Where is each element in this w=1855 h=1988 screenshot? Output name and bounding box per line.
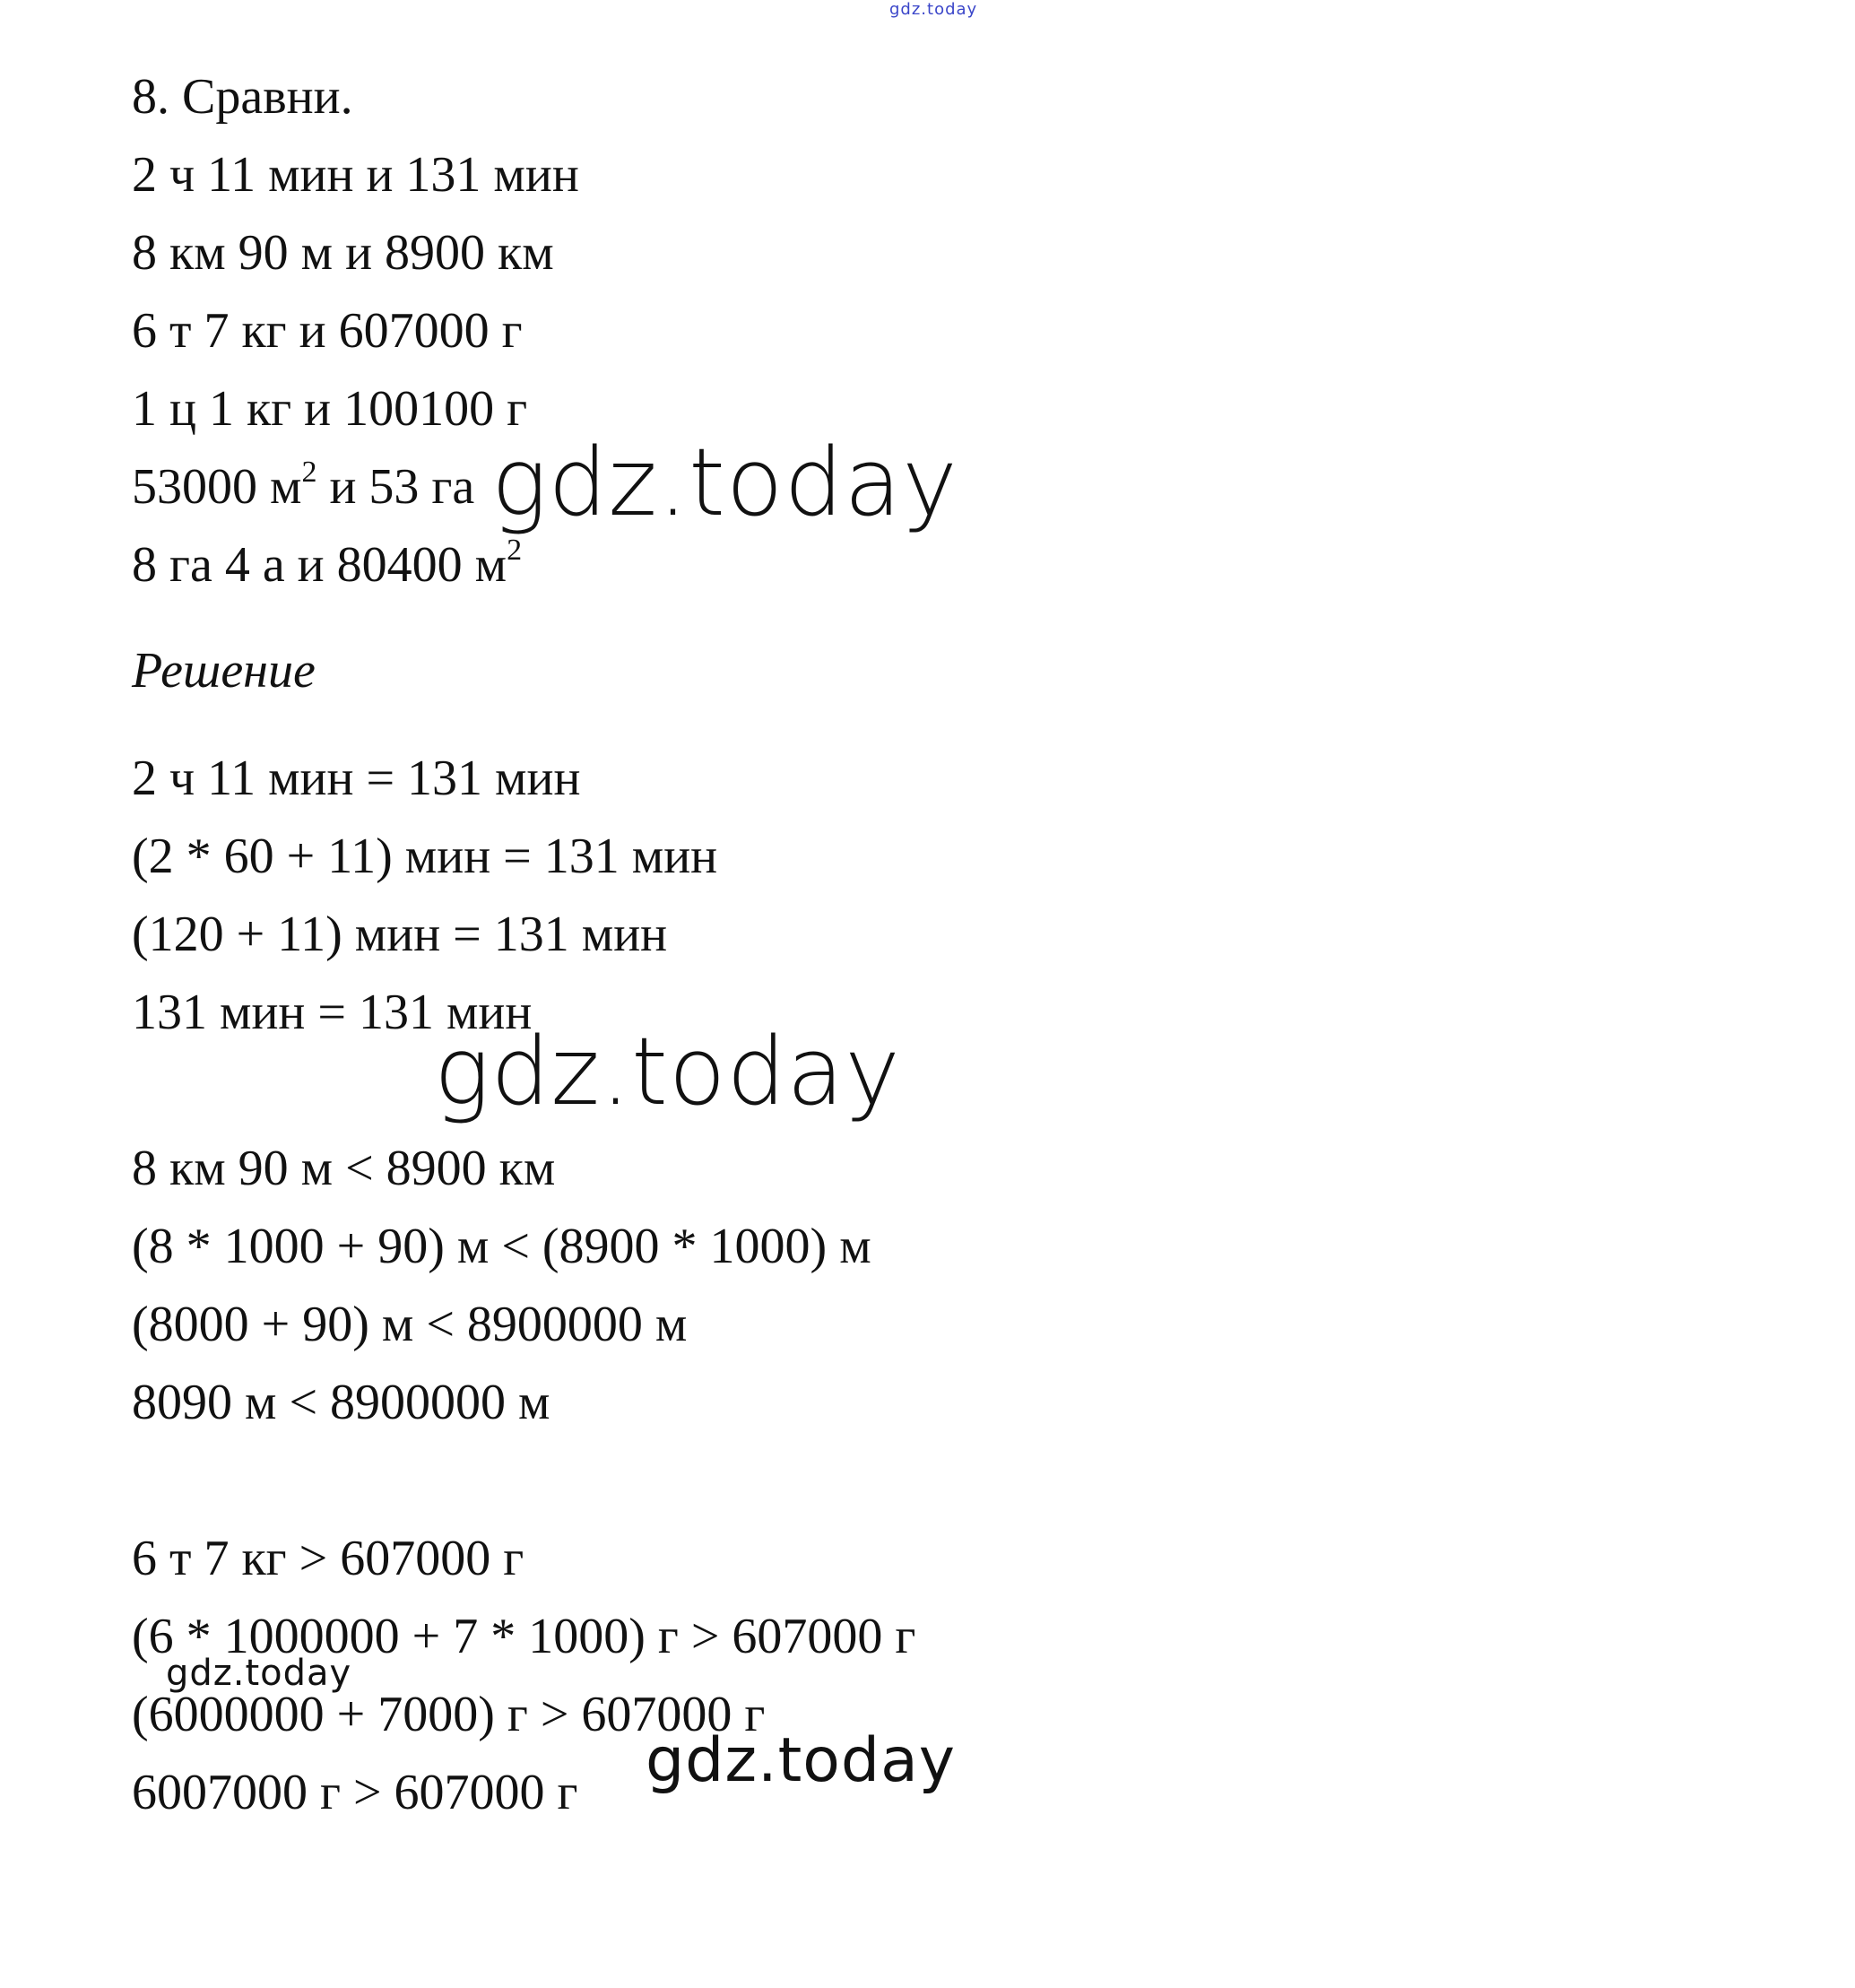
task-item-text: 8 га 4 а и 80400 м xyxy=(132,537,507,593)
task-title: 8. Сравни. xyxy=(132,69,353,125)
task-item: 2 ч 11 мин и 131 мин xyxy=(132,147,579,203)
task-item xyxy=(132,534,523,593)
solution-line: 8090 м < 8900000 м xyxy=(132,1375,550,1430)
solution-line: 2 ч 11 мин = 131 мин xyxy=(132,751,581,806)
watermark: gdz.today xyxy=(646,1725,956,1796)
watermark: gdz.today xyxy=(491,428,958,537)
solution-line: (8 * 1000 + 90) м < (8900 * 1000) м xyxy=(132,1219,871,1274)
task-item-text: и 53 га xyxy=(316,459,475,515)
watermark: gdz.today xyxy=(166,1653,352,1694)
solution-line: (6 * 1000000 + 7 * 1000) г > 607000 г xyxy=(132,1609,916,1664)
watermark: gdz.today xyxy=(434,1017,901,1126)
solution-line: (2 * 60 + 11) мин = 131 мин xyxy=(132,829,718,884)
solution-line: (120 + 11) мин = 131 мин xyxy=(132,907,668,962)
solution-line: 131 мин = 131 мин xyxy=(132,985,533,1040)
task-item: 1 ц 1 кг и 100100 г xyxy=(132,381,528,437)
solution-line: (8000 + 90) м < 8900000 м xyxy=(132,1297,688,1352)
solution-line: 6007000 г > 607000 г xyxy=(132,1765,578,1820)
solution-line: (6000000 + 7000) г > 607000 г xyxy=(132,1687,766,1742)
header-watermark: gdz.today xyxy=(889,0,978,19)
solution-heading: Решение xyxy=(132,643,316,699)
solution-line: 8 км 90 м < 8900 км xyxy=(132,1141,556,1196)
solution-line: 6 т 7 кг > 607000 г xyxy=(132,1531,524,1586)
task-item xyxy=(132,456,475,515)
exponent: 2 xyxy=(507,534,523,567)
exponent: 2 xyxy=(301,456,317,489)
task-item-text: 53000 м xyxy=(132,459,302,515)
task-item: 6 т 7 кг и 607000 г xyxy=(132,303,523,359)
task-item: 8 км 90 м и 8900 км xyxy=(132,225,554,281)
